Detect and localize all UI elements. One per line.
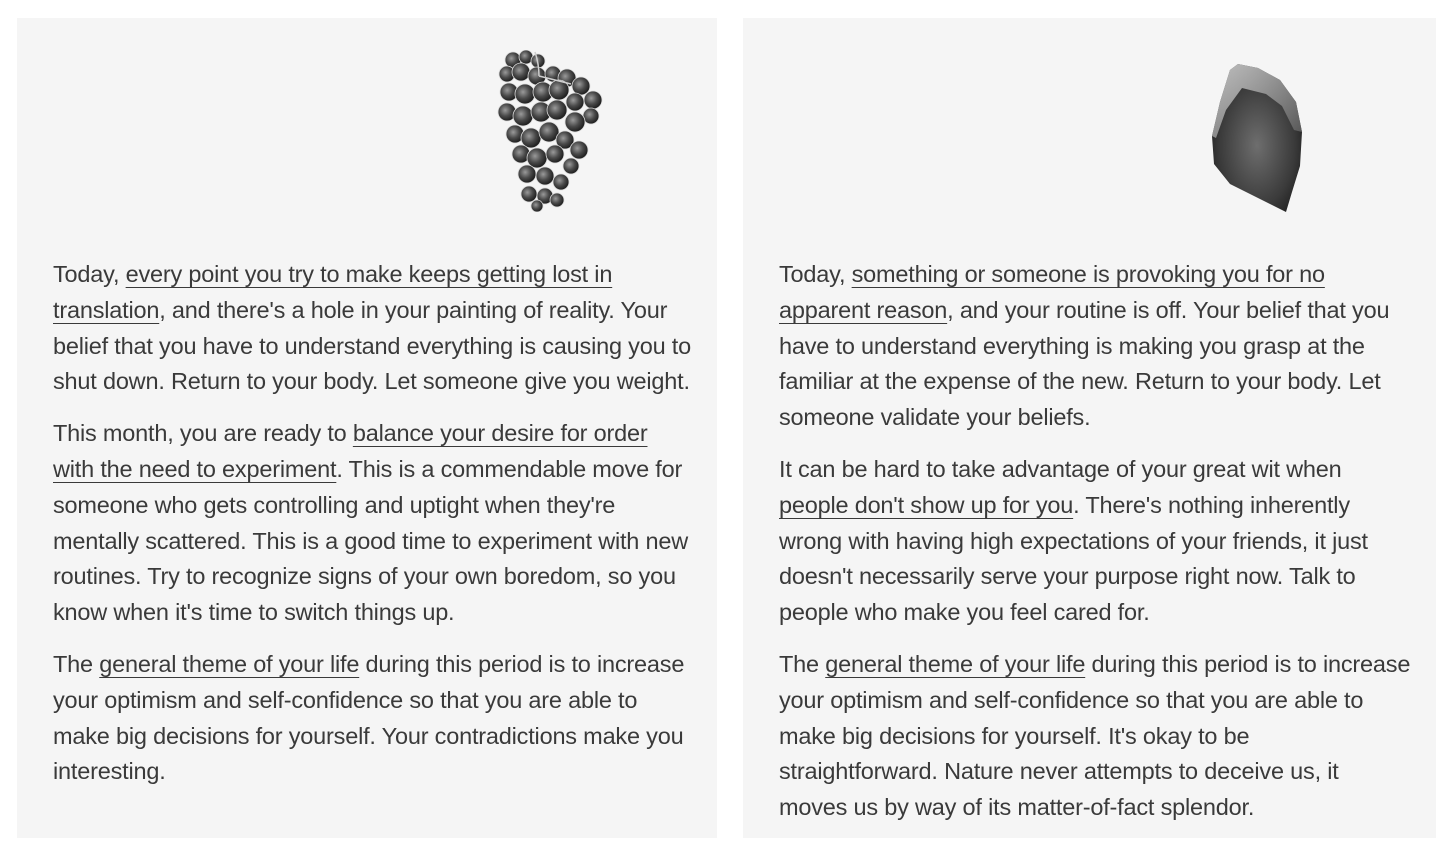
paragraph-friends — [779, 452, 1411, 631]
grapes-icon — [495, 50, 615, 212]
horoscope-card-left — [17, 18, 717, 838]
link-balance-order-experiment[interactable]: balance your desire for order with the need to experiment — [53, 420, 648, 482]
rock-icon — [1208, 54, 1318, 214]
paragraph-theme — [779, 647, 1411, 826]
paragraph-today — [53, 257, 693, 400]
horoscope-card-right — [743, 18, 1436, 838]
paragraph-text: during this period is to increase your optimism and self-confidence so that you are able to make big decisions for yourself. Your contradictions make you interesting. — [53, 650, 685, 785]
link-general-theme[interactable]: general theme of your life — [825, 650, 1086, 677]
paragraph-today — [779, 257, 1411, 436]
horoscope-text-right — [779, 257, 1411, 842]
paragraph-text: , and there's a hole in your painting of reality. Your belief that you have to understand everything is causing you to shut down. Return to your body. Let someone give you weight. — [53, 296, 691, 395]
horoscope-text-left — [53, 257, 693, 806]
paragraph-text: Today, — [53, 261, 126, 287]
paragraph-text: It can be hard to take advantage of your great wit when — [779, 455, 1342, 482]
paragraph-text: The — [779, 650, 826, 677]
paragraph-text: This month, you are ready to — [53, 420, 353, 447]
paragraph-text: . This is a commendable move for someone who gets controlling and uptight when they're mentally scattered. This is a good time to experiment with new routines. Try to recognize signs of your own boredom, so you know when it's time to switch things up. — [53, 455, 689, 626]
paragraph-text: The — [53, 650, 100, 677]
paragraph-text: during this period is to increase your optimism and self-confidence so that you are able to make big decisions for yourself. It's okay to be straightforward. Nature never attempts to deceive us, it moves us by way of its matter-of-fact splendor. — [779, 650, 1411, 821]
link-lost-in-translation[interactable]: every point you try to make keeps getting lost in translation — [53, 261, 613, 323]
link-provoking-you[interactable]: something or someone is provoking you for no apparent reason — [779, 261, 1325, 323]
link-people-dont-show-up[interactable]: people don't show up for you — [779, 491, 1074, 518]
paragraph-theme — [53, 647, 693, 790]
paragraph-text: . There's nothing inherently wrong with having high expectations of your friends, it just doesn't necessarily serve your purpose right now. Talk to people who make you feel cared for. — [779, 491, 1368, 626]
paragraph-text: Today, — [779, 261, 852, 287]
paragraph-text: , and your routine is off. Your belief that you have to understand everything is making you grasp at the familiar at the expense of the new. Return to your body. Let someone validate your beliefs. — [779, 296, 1390, 431]
paragraph-month — [53, 416, 693, 631]
link-general-theme[interactable]: general theme of your life — [99, 650, 360, 677]
